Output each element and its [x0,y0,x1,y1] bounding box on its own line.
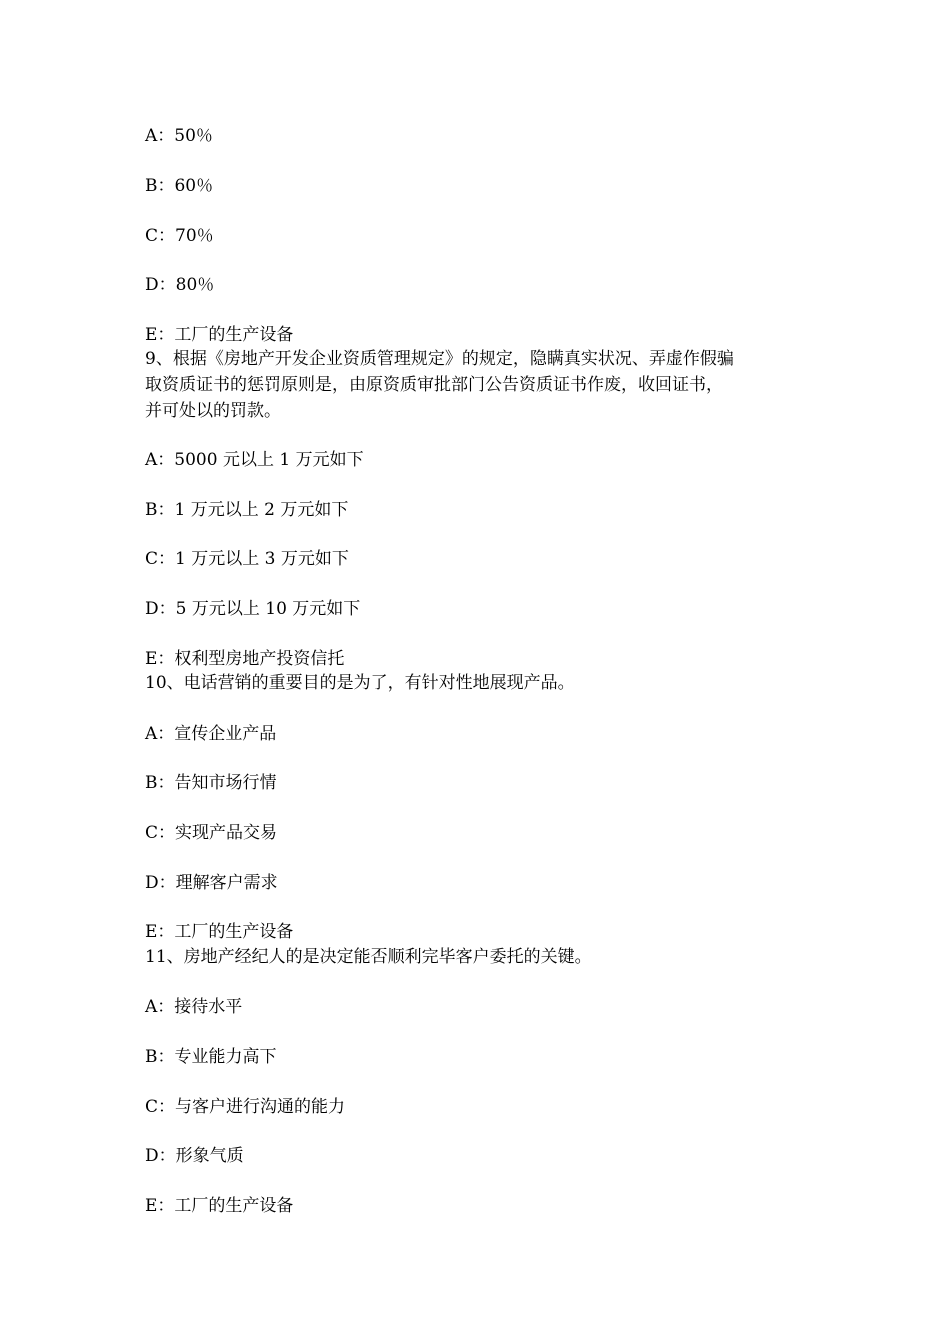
question-10-option-c: C：实现产品交易 [145,823,278,843]
question-10-option-e: E：工厂的生产设备 [145,922,294,942]
question-11-text: 11、房地产经纪人的是决定能否顺利完毕客户委托的关键。 [145,947,592,967]
question-11-option-c: C：与客户进行沟通的能力 [145,1097,346,1117]
question-9-option-c: C：1 万元以上 3 万元如下 [145,549,349,569]
question-9-option-e: E：权利型房地产投资信托 [145,649,345,669]
question-9-line: 9、根据《房地产开发企业资质管理规定》的规定，隐瞒真实状况、弄虚作假骗 [145,349,734,369]
question-9-text [145,346,810,424]
option-c: C：70％ [145,226,214,246]
question-10-option-a: A：宣传企业产品 [145,724,277,744]
question-9-line: 取资质证书的惩罚原则是，由原资质审批部门公告资质证书作废，收回证书， [145,375,723,395]
option-b: B：60％ [145,176,214,196]
question-11-option-d: D：形象气质 [145,1146,244,1166]
question-9-option-a: A：5000 元以上 1 万元如下 [145,450,364,470]
question-11-option-b: B：专业能力高下 [145,1047,277,1067]
question-10-option-d: D：理解客户需求 [145,873,278,893]
question-11-option-a: A：接待水平 [145,997,243,1017]
option-a: A：50％ [145,126,213,146]
question-9-line: 并可处以的罚款。 [145,401,281,421]
question-11-option-e: E：工厂的生产设备 [145,1196,294,1216]
question-9-option-b: B：1 万元以上 2 万元如下 [145,500,349,520]
question-10-text: 10、电话营销的重要目的是为了，有针对性地展现产品。 [145,673,575,693]
option-e: E：工厂的生产设备 [145,325,294,345]
question-9-option-d: D：5 万元以上 10 万元如下 [145,599,361,619]
question-10-option-b: B：告知市场行情 [145,773,277,793]
option-d: D：80％ [145,275,215,295]
